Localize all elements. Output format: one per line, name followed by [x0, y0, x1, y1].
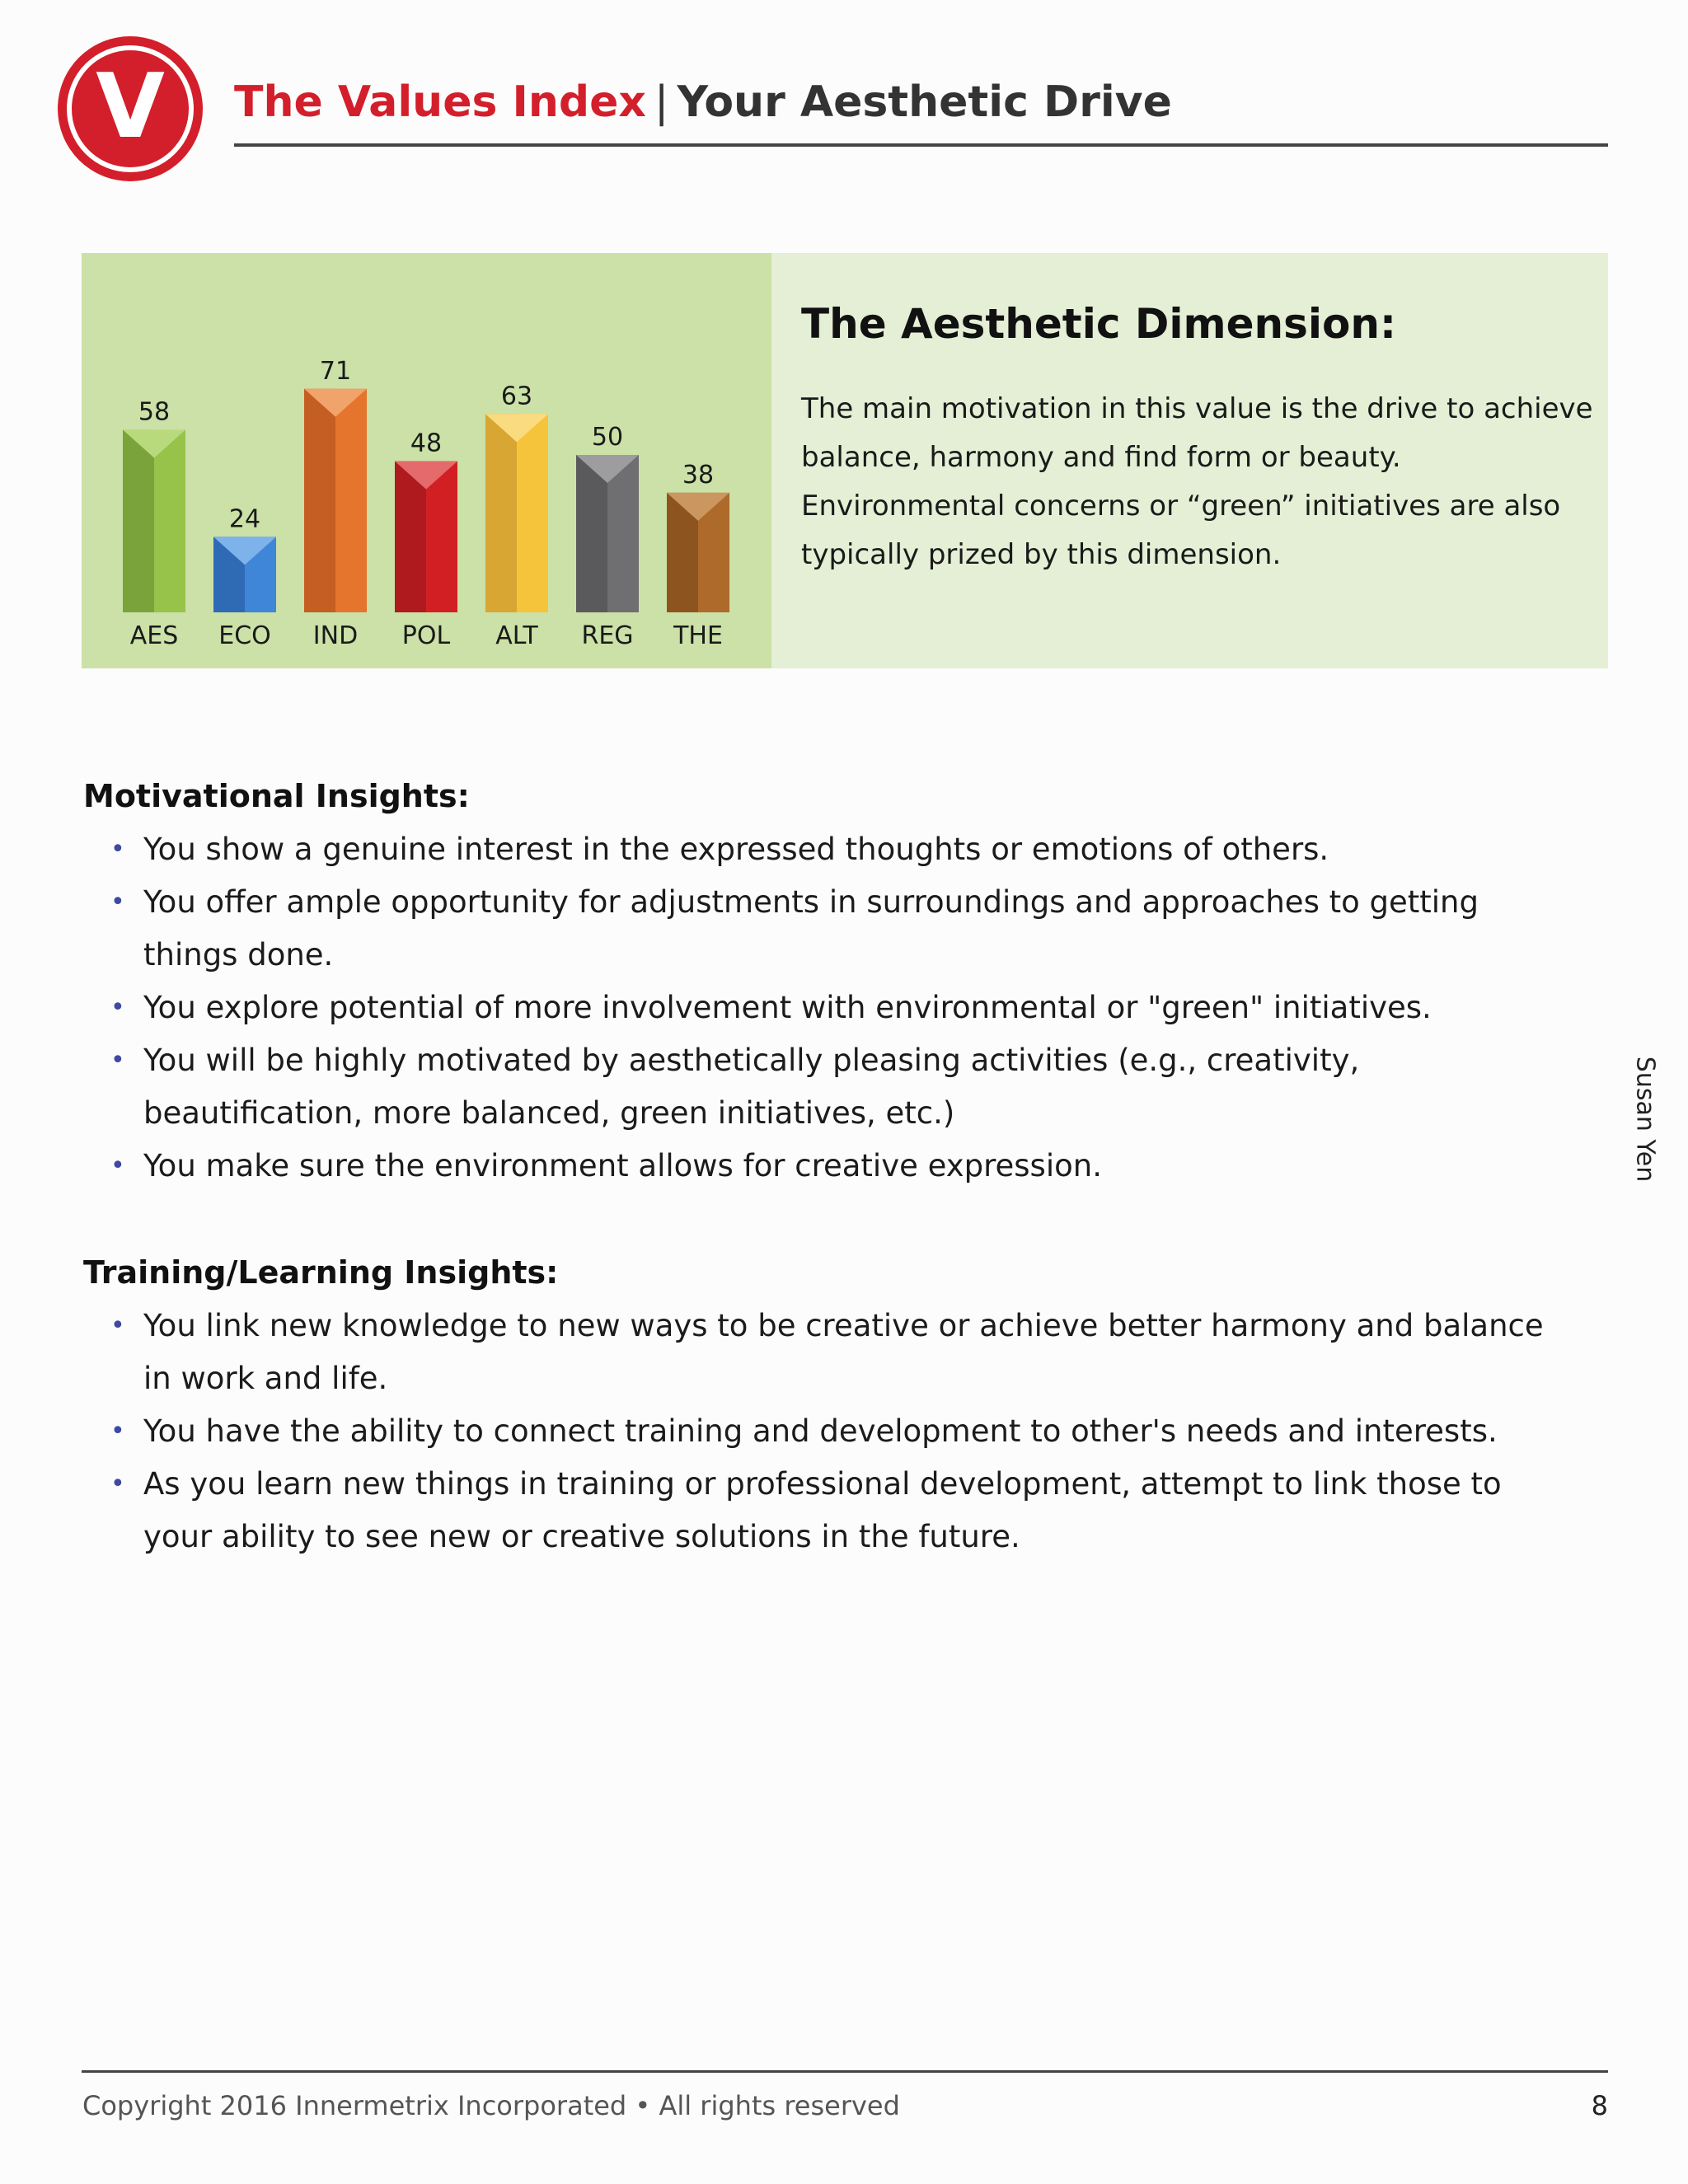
bar-value-label: 50	[591, 423, 624, 452]
bar-value-label: 38	[682, 460, 715, 490]
training-insights-heading: Training/Learning Insights:	[83, 1254, 559, 1291]
list-item	[82, 1140, 1550, 1193]
category-label: ECO	[218, 621, 271, 650]
list-item	[82, 823, 1550, 876]
page-subtitle: Your Aesthetic Drive	[677, 77, 1172, 127]
bar-value-label: 58	[138, 397, 171, 427]
page-title	[234, 73, 1172, 132]
bullet-icon: •	[110, 1311, 125, 1340]
bar-value-label: 48	[410, 429, 443, 458]
category-label: IND	[312, 621, 359, 650]
list-item	[82, 1458, 1550, 1563]
bar-alt-side	[485, 414, 517, 612]
training-insights-list	[82, 1300, 1550, 1563]
list-item-text: You make sure the environment allows for creative expression.	[143, 1148, 1102, 1183]
bullet-icon: •	[110, 1417, 125, 1446]
logo-letter: V	[96, 55, 165, 158]
bar-ind-front	[335, 389, 367, 612]
category-label: AES	[129, 621, 179, 650]
bullet-icon: •	[110, 835, 125, 864]
bar-ind-side	[304, 389, 335, 612]
bar-value-label: 63	[500, 382, 533, 411]
bar-value-label: 24	[228, 504, 261, 534]
bar-aes-front	[154, 429, 185, 612]
bar-alt-front	[517, 414, 548, 612]
page-number: 8	[1591, 2090, 1608, 2121]
category-label: REG	[581, 621, 634, 650]
list-item-text: You will be highly motivated by aesthetically pleasing activities (e.g., creativity, beautification, more balanced, green initiatives, etc.)	[143, 1043, 1360, 1131]
list-item	[82, 1300, 1550, 1405]
bullet-icon: •	[110, 1046, 125, 1075]
bullet-icon: •	[110, 1469, 125, 1498]
motivational-insights-heading: Motivational Insights:	[83, 778, 470, 814]
list-item	[82, 1034, 1550, 1140]
values-chart-panel	[82, 253, 771, 668]
dimension-title: The Aesthetic Dimension:	[801, 300, 1396, 348]
brand-name: The Values Index	[234, 77, 646, 127]
list-item-text: You explore potential of more involvement with environmental or "green" initiatives.	[143, 990, 1432, 1025]
bar-aes-side	[123, 429, 154, 612]
list-item	[82, 982, 1550, 1034]
category-label: POL	[401, 621, 451, 650]
title-separator: |	[654, 77, 669, 127]
category-label: ALT	[495, 621, 538, 650]
bullet-icon: •	[110, 888, 125, 916]
list-item-text: As you learn new things in training or professional development, attempt to link those to your ability to see new or creative solutions in the future.	[143, 1466, 1502, 1554]
values-bar-chart	[82, 253, 771, 668]
list-item-text: You show a genuine interest in the expressed thoughts or emotions of others.	[143, 832, 1329, 867]
values-index-logo	[56, 35, 204, 183]
list-item-text: You offer ample opportunity for adjustments in surroundings and approaches to getting things done.	[143, 884, 1479, 972]
bullet-icon: •	[110, 1151, 125, 1180]
copyright-notice: Copyright 2016 Innermetrix Incorporated • All rights reserved	[82, 2090, 900, 2121]
list-item	[82, 876, 1550, 982]
motivational-insights-list	[82, 823, 1550, 1193]
bullet-icon: •	[110, 993, 125, 1022]
list-item	[82, 1405, 1550, 1458]
bar-value-label: 71	[319, 356, 352, 386]
dimension-description-panel	[771, 253, 1608, 668]
header-divider	[234, 143, 1608, 147]
list-item-text: You have the ability to connect training and development to other's needs and interests.	[143, 1413, 1498, 1449]
respondent-name: Susan Yen	[1630, 1056, 1660, 1183]
category-label: THE	[673, 621, 723, 650]
list-item-text: You link new knowledge to new ways to be creative or achieve better harmony and balance in work and life.	[143, 1308, 1544, 1396]
dimension-description: The main motivation in this value is the drive to achieve balance, harmony and find form or beauty. Environmental concerns or “green” initiatives are also typically prized by this dimension.	[801, 392, 1593, 571]
footer-divider	[82, 2070, 1608, 2073]
